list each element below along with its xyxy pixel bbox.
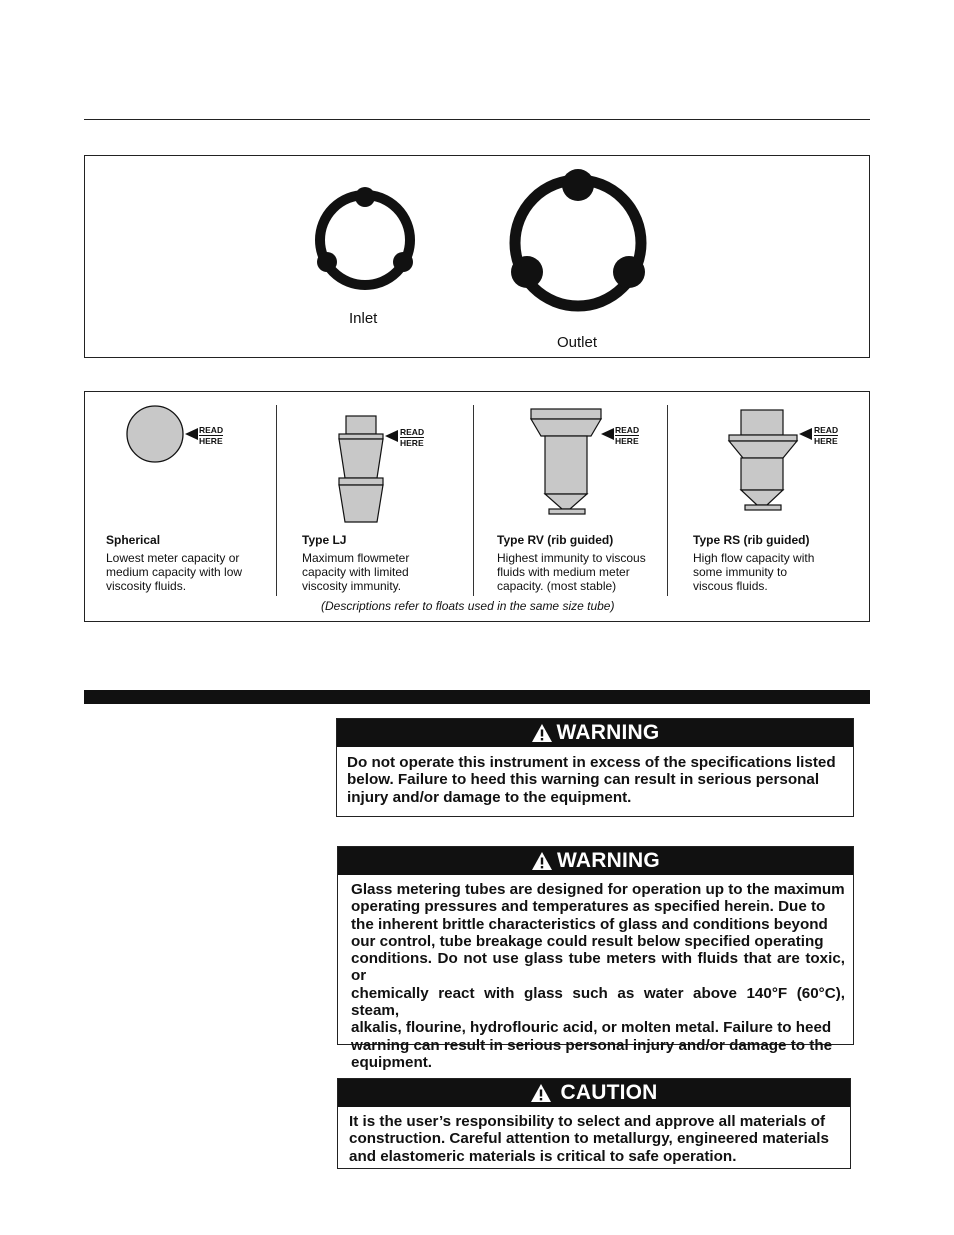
warning-header: WARNING xyxy=(337,719,853,747)
inlet-fitting-icon xyxy=(305,182,425,302)
float-text: High flow capacity with some immunity to viscous fluids. xyxy=(693,551,815,593)
read-here-label: READ HERE xyxy=(615,425,640,446)
outlet-fitting-icon xyxy=(503,168,653,318)
float-types-figure xyxy=(84,391,870,622)
arrow-left-icon xyxy=(185,428,199,440)
column-divider xyxy=(276,405,277,596)
float-text: Maximum flowmeter capacity with limited viscosity immunity. xyxy=(302,551,410,593)
float-title: Spherical xyxy=(106,533,161,547)
section-bar xyxy=(84,690,870,704)
warning-notice xyxy=(337,846,854,1071)
warning-text: Glass metering tubes are designed for operation up to the maximum operating pressures and temperatures as specified herein. Due to the inherent brittle characteristics of glass and conditions beyond our control, tube breakage could result below specified operating conditions. Do not use glass tube meters with fluids that are toxic, or chemically react with glass such as water above 140°F (60°C), steam, alkalis, flourine, hydroflouric acid, or molten metal. Failure to heed warning can result in serious personal injury and/or damage to the equipment. xyxy=(351,881,845,1071)
column-divider xyxy=(473,405,474,596)
caution-triangle-icon xyxy=(530,1083,552,1103)
arrow-left-icon xyxy=(799,428,813,440)
warning-header: WARNING xyxy=(338,847,853,875)
read-here-label: READ HERE xyxy=(199,425,224,446)
arrow-left-icon xyxy=(601,428,615,440)
float-description xyxy=(106,533,271,593)
inlet-label: Inlet xyxy=(349,310,378,327)
header-rule xyxy=(84,119,870,120)
column-divider xyxy=(667,405,668,596)
type-rs-float-icon xyxy=(725,408,801,518)
read-here-label: READ HERE xyxy=(400,427,425,448)
float-note: (Descriptions refer to floats used in the same size tube) xyxy=(321,599,615,613)
type-lj-float-icon xyxy=(335,414,387,526)
warning-triangle-icon xyxy=(531,723,553,743)
float-title: Type LJ xyxy=(302,533,347,547)
caution-notice xyxy=(337,1078,851,1169)
spherical-float-icon xyxy=(125,404,187,466)
read-here-label: READ HERE xyxy=(814,425,839,446)
float-description xyxy=(693,533,863,593)
float-title: Type RS (rib guided) xyxy=(693,533,810,547)
warning-text: Do not operate this instrument in excess of the specifications listed below. Failure to heed this warning can result in serious personal injury and/or damage to the equipment. xyxy=(347,754,836,806)
float-text: Highest immunity to viscous fluids with medium meter capacity. (most stable) xyxy=(497,551,646,593)
arrow-left-icon xyxy=(385,430,399,442)
connections-figure xyxy=(84,155,870,358)
caution-header: CAUTION xyxy=(338,1079,850,1107)
float-description xyxy=(497,533,667,593)
warning-notice xyxy=(336,718,854,817)
float-description xyxy=(302,533,467,593)
float-text: Lowest meter capacity or medium capacity with low viscosity fluids. xyxy=(106,551,243,593)
type-rv-float-icon xyxy=(527,408,603,518)
outlet-label: Outlet xyxy=(557,334,598,351)
float-title: Type RV (rib guided) xyxy=(497,533,614,547)
caution-text: It is the user’s responsibility to select and approve all materials of construction. Careful attention to metallurgy, engineered materials and elastomeric materials is critical to safe operation. xyxy=(349,1113,829,1165)
warning-triangle-icon xyxy=(531,851,553,871)
